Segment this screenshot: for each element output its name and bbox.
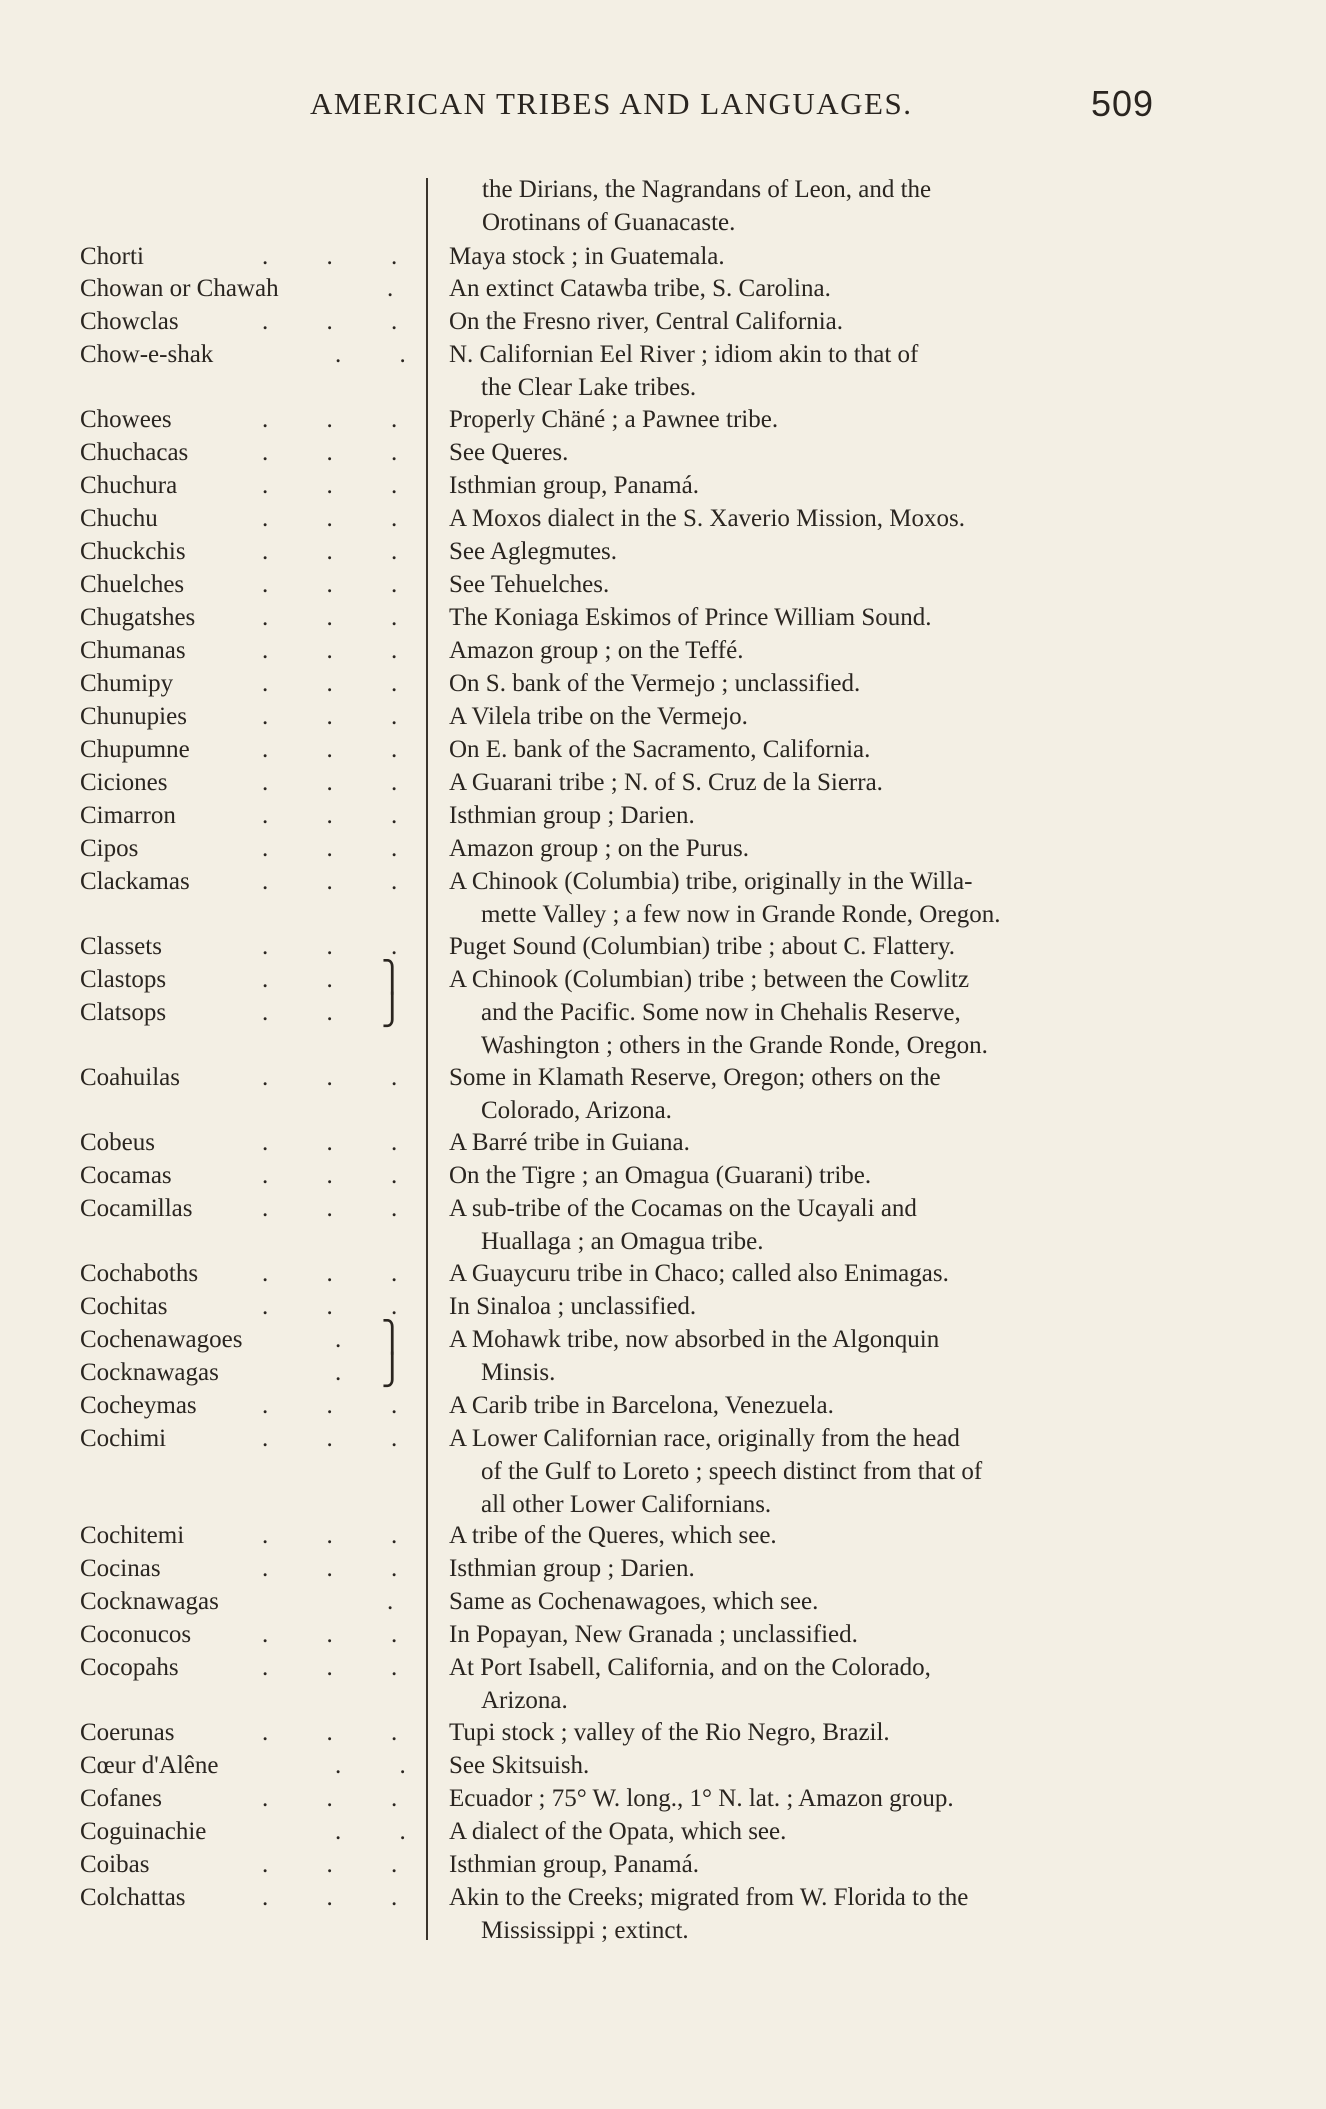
leader-dots: . . . (262, 472, 424, 499)
description-line: Same as Cochenawagoes, which see. (449, 1588, 819, 1615)
description-line: See Aglegmutes. (449, 538, 618, 565)
description-line: On the Fresno river, Central California. (449, 308, 844, 335)
tribe-description (449, 799, 1169, 832)
description-line: mette Valley ; a few now in Grande Ronde, Oregon. (481, 901, 1001, 928)
tribe-name: Cobeus (80, 1129, 155, 1156)
description-line: Isthmian group ; Darien. (449, 1555, 695, 1582)
tribe-description (449, 1159, 1169, 1192)
tribe-description (449, 469, 1169, 502)
tribe-description (449, 1618, 1169, 1651)
description-line: On E. bank of the Sacramento, California. (449, 736, 871, 763)
tribe-name: Clackamas (80, 868, 190, 895)
leader-dots: . . . (262, 769, 424, 796)
tribe-name: Chuchu (80, 505, 158, 532)
tribe-name: Chuelches (80, 571, 185, 598)
description-line: Properly Chäné ; a Pawnee tribe. (449, 406, 779, 433)
tribe-name: Cochitas (80, 1293, 168, 1320)
tribe-name: Cocknawagas (80, 1359, 219, 1386)
tribe-name: Colchattas (80, 1884, 186, 1911)
leader-dots: . . . (262, 1785, 424, 1812)
leader-dots: . (335, 1326, 368, 1353)
description-line: Mississippi ; extinct. (481, 1917, 689, 1944)
leader-dots: . . . (262, 1851, 424, 1878)
description-line: Amazon group ; on the Purus. (449, 835, 749, 862)
tribe-description (449, 963, 1169, 996)
leader-dots: . . . (262, 406, 424, 433)
leader-dots: . . . (262, 1522, 424, 1549)
brace-icon: ⎫ ⎭ (381, 1321, 404, 1387)
tribe-name: Chumipy (80, 670, 174, 697)
tribe-name: Clatsops (80, 999, 167, 1026)
description-line: Isthmian group ; Darien. (449, 802, 695, 829)
description-line: See Queres. (449, 439, 569, 466)
description-line: Puget Sound (Columbian) tribe ; about C. Flattery. (449, 933, 955, 960)
tribe-description (449, 1061, 1169, 1127)
leader-dots: . . . (262, 1195, 424, 1222)
leader-dots: . (335, 1359, 368, 1386)
description-line: A Chinook (Columbia) tribe, originally in the Willa- (449, 868, 973, 895)
description-line: Amazon group ; on the Teffé. (449, 637, 744, 664)
description-line: Minsis. (481, 1359, 556, 1386)
tribe-description (449, 1815, 1169, 1848)
leader-dots: . . . (262, 1621, 424, 1648)
intro-line: Orotinans of Guanacaste. (482, 209, 736, 236)
description-line: Huallaga ; an Omagua tribe. (481, 1228, 764, 1255)
description-line: N. Californian Eel River ; idiom akin to that of (449, 341, 919, 368)
description-line: Isthmian group, Panamá. (449, 1851, 699, 1878)
description-line: A tribe of the Queres, which see. (449, 1522, 777, 1549)
description-line: A dialect of the Opata, which see. (449, 1818, 787, 1845)
tribe-description (449, 1585, 1169, 1618)
tribe-description (449, 601, 1169, 634)
tribe-description (449, 1323, 1169, 1356)
tribe-name: Chowees (80, 406, 172, 433)
leader-dots: . . . (262, 933, 424, 960)
leader-dots: . (387, 1588, 394, 1615)
tribe-name: Chuchura (80, 472, 178, 499)
tribe-description (449, 1126, 1169, 1159)
description-line: A sub-tribe of the Cocamas on the Ucayali and (449, 1195, 917, 1222)
tribe-name: Ciciones (80, 769, 168, 796)
tribe-name: Cocamas (80, 1162, 172, 1189)
tribe-description (449, 1389, 1169, 1422)
tribe-description (449, 272, 1169, 305)
leader-dots: . . (335, 1752, 432, 1779)
description-line: Akin to the Creeks; migrated from W. Florida to the (449, 1884, 969, 1911)
tribe-description (449, 832, 1169, 865)
tribe-name: Cochimi (80, 1425, 167, 1452)
tribe-name: Chowclas (80, 308, 179, 335)
page-number: 509 (1091, 83, 1155, 124)
tribe-description (449, 1651, 1169, 1717)
leader-dots: . . . (262, 1654, 424, 1681)
description-line: On the Tigre ; an Omagua (Guarani) tribe. (449, 1162, 872, 1189)
description-line: A Mohawk tribe, now absorbed in the Algonquin (449, 1326, 940, 1353)
leader-dots: . . . (262, 439, 424, 466)
tribe-name: Chunupies (80, 703, 187, 730)
tribe-description (449, 535, 1169, 568)
tribe-name: Cipos (80, 835, 139, 862)
tribe-description (449, 568, 1169, 601)
leader-dots: . . (262, 966, 359, 993)
tribe-name: Cimarron (80, 802, 176, 829)
leader-dots: . . . (262, 1129, 424, 1156)
tribe-description (449, 1881, 1169, 1947)
tribe-description (449, 436, 1169, 469)
leader-dots: . . . (262, 1719, 424, 1746)
tribe-description (449, 766, 1169, 799)
tribe-name: Cocamillas (80, 1195, 193, 1222)
leader-dots: . . . (262, 637, 424, 664)
description-line: Tupi stock ; valley of the Rio Negro, Brazil. (449, 1719, 890, 1746)
description-line: A Guarani tribe ; N. of S. Cruz de la Sierra. (449, 769, 883, 796)
tribe-name: Cocheymas (80, 1392, 197, 1419)
tribe-description (449, 733, 1169, 766)
tribe-name: Chumanas (80, 637, 186, 664)
tribe-name: Cochaboths (80, 1260, 199, 1287)
tribe-description (449, 502, 1169, 535)
tribe-description (449, 403, 1169, 436)
tribe-description (449, 667, 1169, 700)
tribe-description (449, 1290, 1169, 1323)
description-line: the Clear Lake tribes. (481, 374, 697, 401)
description-line: Ecuador ; 75° W. long., 1° N. lat. ; Amazon group. (449, 1785, 954, 1812)
tribe-description (449, 700, 1169, 733)
tribe-name: Chuchacas (80, 439, 189, 466)
description-line: The Koniaga Eskimos of Prince William Sound. (449, 604, 932, 631)
tribe-description (449, 1848, 1169, 1881)
tribe-description (449, 338, 1169, 404)
tribe-description (449, 634, 1169, 667)
leader-dots: . (387, 275, 394, 302)
tribe-description (449, 1519, 1169, 1552)
description-line: A Chinook (Columbian) tribe ; between the Cowlitz (449, 966, 970, 993)
description-line: Colorado, Arizona. (481, 1097, 672, 1124)
tribe-name: Cocinas (80, 1555, 161, 1582)
tribe-description (449, 1356, 1169, 1389)
tribe-name: Chugatshes (80, 604, 196, 631)
leader-dots: . . . (262, 835, 424, 862)
tribe-name: Chuckchis (80, 538, 186, 565)
tribe-name: Coerunas (80, 1719, 175, 1746)
tribe-description (449, 1782, 1169, 1815)
leader-dots: . . . (262, 703, 424, 730)
tribe-name: Cœur d'Alêne (80, 1752, 219, 1779)
description-line: Arizona. (481, 1687, 568, 1714)
tribe-name: Cocopahs (80, 1654, 179, 1681)
running-title: AMERICAN TRIBES AND LANGUAGES. (310, 86, 913, 121)
leader-dots: . . . (262, 243, 424, 270)
leader-dots: . . . (262, 1425, 424, 1452)
tribe-name: Chow-e-shak (80, 341, 214, 368)
leader-dots: . . . (262, 802, 424, 829)
description-line: of the Gulf to Loreto ; speech distinct from that of (481, 1458, 983, 1485)
leader-dots: . . . (262, 1555, 424, 1582)
tribe-description (449, 1192, 1169, 1258)
description-line: A Guaycuru tribe in Chaco; called also Enimagas. (449, 1260, 949, 1287)
tribe-name: Coguinachie (80, 1818, 207, 1845)
description-line: An extinct Catawba tribe, S. Carolina. (449, 275, 831, 302)
tribe-name: Chorti (80, 243, 144, 270)
intro-line: the Dirians, the Nagrandans of Leon, and the (482, 176, 932, 203)
tribe-name: Coahuilas (80, 1064, 180, 1091)
leader-dots: . . (262, 999, 359, 1026)
leader-dots: . . . (262, 505, 424, 532)
tribe-name: Chupumne (80, 736, 190, 763)
description-line: In Popayan, New Granada ; unclassified. (449, 1621, 858, 1648)
description-line: On S. bank of the Vermejo ; unclassified. (449, 670, 861, 697)
description-line: A Moxos dialect in the S. Xaverio Mission, Moxos. (449, 505, 965, 532)
brace-icon: ⎫ ⎭ (381, 961, 404, 1027)
tribe-name: Cocknawagas (80, 1588, 219, 1615)
description-line: Washington ; others in the Grande Ronde, Oregon. (481, 1032, 988, 1059)
leader-dots: . . (335, 341, 432, 368)
leader-dots: . . . (262, 1884, 424, 1911)
leader-dots: . . . (262, 1260, 424, 1287)
tribe-name: Coibas (80, 1851, 150, 1878)
description-line: See Skitsuish. (449, 1752, 590, 1779)
tribe-name: Classets (80, 933, 162, 960)
column-divider (426, 178, 428, 1940)
leader-dots: . . . (262, 1293, 424, 1320)
description-line: and the Pacific. Some now in Chehalis Reserve, (481, 999, 961, 1026)
continued-description (482, 173, 1172, 239)
tribe-description (449, 930, 1169, 963)
tribe-description (449, 1716, 1169, 1749)
description-line: A Lower Californian race, originally from the head (449, 1425, 960, 1452)
running-header (0, 83, 1326, 126)
tribe-name: Cochitemi (80, 1522, 185, 1549)
leader-dots: . . . (262, 1064, 424, 1091)
leader-dots: . . . (262, 571, 424, 598)
tribe-description (449, 1257, 1169, 1290)
description-line: Isthmian group, Panamá. (449, 472, 699, 499)
description-line: At Port Isabell, California, and on the Colorado, (449, 1654, 931, 1681)
description-line: A Carib tribe in Barcelona, Venezuela. (449, 1392, 834, 1419)
tribe-description (449, 240, 1169, 273)
description-line: Maya stock ; in Guatemala. (449, 243, 725, 270)
leader-dots: . . . (262, 736, 424, 763)
description-line: In Sinaloa ; unclassified. (449, 1293, 697, 1320)
tribe-description (449, 1422, 1169, 1521)
description-line: all other Lower Californians. (481, 1491, 772, 1518)
tribe-description (449, 996, 1169, 1062)
leader-dots: . . (335, 1818, 432, 1845)
leader-dots: . . . (262, 538, 424, 565)
tribe-name: Clastops (80, 966, 167, 993)
tribe-name: Chowan or Chawah (80, 275, 279, 302)
leader-dots: . . . (262, 670, 424, 697)
tribe-description (449, 1552, 1169, 1585)
description-line: See Tehuelches. (449, 571, 610, 598)
leader-dots: . . . (262, 1392, 424, 1419)
leader-dots: . . . (262, 868, 424, 895)
leader-dots: . . . (262, 308, 424, 335)
tribe-name: Cochenawagoes (80, 1326, 243, 1353)
tribe-name: Cofanes (80, 1785, 162, 1812)
tribe-description (449, 865, 1169, 931)
description-line: Some in Klamath Reserve, Oregon; others on the (449, 1064, 941, 1091)
description-line: A Barré tribe in Guiana. (449, 1129, 690, 1156)
description-line: A Vilela tribe on the Vermejo. (449, 703, 748, 730)
leader-dots: . . . (262, 604, 424, 631)
leader-dots: . . . (262, 1162, 424, 1189)
tribe-name: Coconucos (80, 1621, 192, 1648)
tribe-description (449, 305, 1169, 338)
tribe-description (449, 1749, 1169, 1782)
